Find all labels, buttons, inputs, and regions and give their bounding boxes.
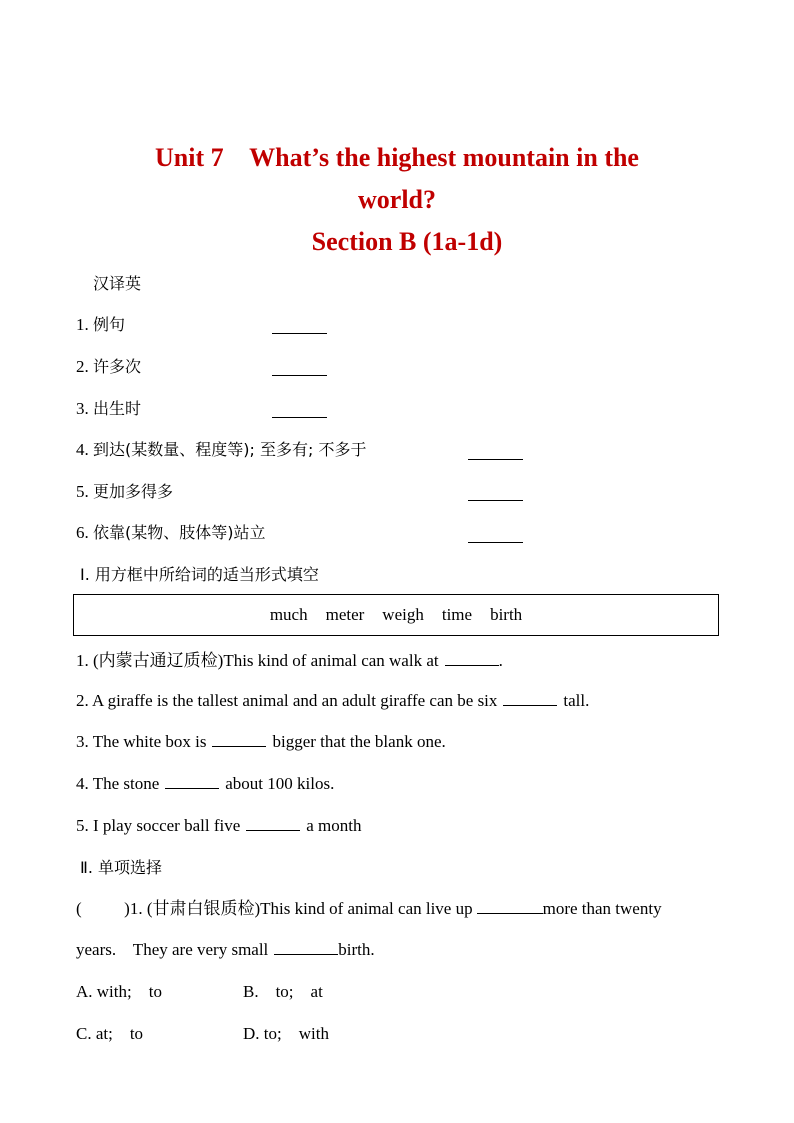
fill-item-tail: bigger that the blank one. <box>272 732 446 751</box>
answer-blank-2[interactable] <box>272 374 327 376</box>
fill-item-5 <box>76 815 362 837</box>
fill-blank[interactable] <box>165 774 219 789</box>
answer-blank-1[interactable] <box>272 332 327 334</box>
fill-item-3 <box>76 731 446 753</box>
fill-blank[interactable] <box>445 651 499 666</box>
answer-blank-4[interactable] <box>468 458 523 460</box>
word-box-item: birth <box>490 605 523 624</box>
fill-blank[interactable] <box>212 732 266 747</box>
answer-blank-3[interactable] <box>272 416 327 418</box>
option-c[interactable]: C. at; to <box>76 1024 144 1043</box>
fill-blank[interactable] <box>477 899 543 914</box>
item-text: 依靠(某物、肢体等)站立 <box>93 523 266 542</box>
question-text-cont: birth. <box>338 940 375 959</box>
question-text: 1. (甘肃白银质检)This kind of animal can live up <box>129 899 473 918</box>
item-text: 出生时 <box>93 399 142 418</box>
item-number: 1. <box>76 315 89 334</box>
translation-item-6 <box>76 522 266 544</box>
fill-item-text: 3. The white box is <box>76 732 207 751</box>
item-number: 6. <box>76 523 89 542</box>
section-title: Section B (1a-1d) <box>311 227 503 256</box>
fill-item-text: 1. (内蒙古通辽质检)This kind of animal can walk at <box>76 651 439 670</box>
option-b[interactable]: B. to; at <box>243 982 323 1001</box>
item-text: 到达(某数量、程度等); 至多有; 不多于 <box>93 440 367 459</box>
translation-item-2 <box>76 356 141 378</box>
word-box-item: much <box>269 605 308 624</box>
translation-item-4 <box>76 439 366 461</box>
fill-item-tail: about 100 kilos. <box>225 774 335 793</box>
fill-item-2 <box>76 690 589 712</box>
item-number: 2. <box>76 357 89 376</box>
part2-heading: Ⅱ. 单项选择 <box>80 858 163 877</box>
fill-item-tail: tall. <box>563 691 590 710</box>
fill-item-tail: a month <box>306 816 362 835</box>
word-box-item: weigh <box>382 605 424 624</box>
translation-item-1 <box>76 314 125 336</box>
item-text: 更加多得多 <box>93 482 174 501</box>
item-text: 例句 <box>93 315 126 334</box>
item-number: 4. <box>76 440 89 459</box>
fill-blank[interactable] <box>503 691 557 706</box>
item-number: 5. <box>76 482 89 501</box>
word-box-item: time <box>441 605 473 624</box>
question-text-cont: more than twenty <box>542 899 662 918</box>
answer-blank-5[interactable] <box>468 499 523 501</box>
fill-item-1 <box>76 650 503 672</box>
fill-item-4 <box>76 773 334 795</box>
fill-item-text: 2. A giraffe is the tallest animal and an adult giraffe can be six <box>76 691 498 710</box>
title-line-1: Unit 7 What’s the highest mountain in the <box>155 143 639 172</box>
translation-item-5 <box>76 481 173 503</box>
item-text: 许多次 <box>93 357 142 376</box>
item-number: 3. <box>76 399 89 418</box>
translation-heading: 汉译英 <box>93 274 142 293</box>
fill-item-text: 5. I play soccer ball five <box>76 816 241 835</box>
part1-heading: Ⅰ. 用方框中所给词的适当形式填空 <box>80 565 319 584</box>
answer-blank-6[interactable] <box>468 541 523 543</box>
choice-question-1-line-2 <box>76 939 375 961</box>
fill-item-text: 4. The stone <box>76 774 160 793</box>
option-d[interactable]: D. to; with <box>243 1024 329 1043</box>
choice-question-1 <box>76 898 662 920</box>
question-text: years. They are very small <box>76 940 269 959</box>
title-line-2: world? <box>358 185 436 214</box>
fill-blank[interactable] <box>274 940 338 955</box>
word-box <box>73 594 719 636</box>
answer-paren[interactable]: ( ) <box>76 899 130 918</box>
option-a[interactable]: A. with; to <box>76 982 162 1001</box>
translation-item-3 <box>76 398 141 420</box>
word-box-item: meter <box>325 605 365 624</box>
fill-item-tail: . <box>498 651 503 670</box>
fill-blank[interactable] <box>246 816 300 831</box>
